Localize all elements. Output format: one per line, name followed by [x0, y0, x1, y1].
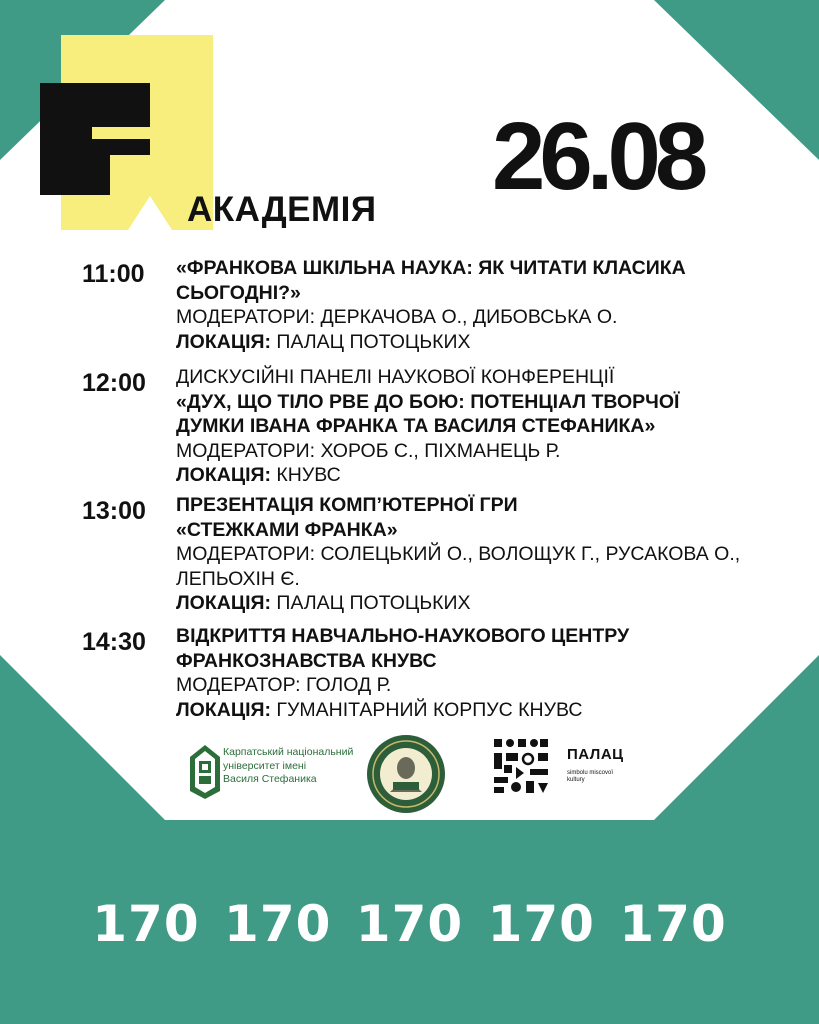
event-moderators: ЛЕПЬОХІН Є.	[176, 567, 300, 590]
event-moderators: МОДЕРАТОРИ: СОЛЕЦЬКИЙ О., ВОЛОЩУК Г., РУСАКОВА О.,	[176, 543, 741, 565]
event-body	[176, 493, 806, 616]
event-date: 26.08	[492, 103, 703, 210]
event-moderators: МОДЕРАТОРИ: ХОРОБ С., ПІХМАНЕЦЬ Р.	[176, 439, 561, 462]
event-location	[176, 463, 806, 488]
franko-center-seal-icon	[366, 734, 446, 814]
palace-subtitle: simbolu miscovoï kultury	[567, 770, 614, 783]
university-logo-icon	[190, 745, 220, 799]
academy-title: АКАДЕМІЯ	[187, 190, 377, 229]
event-time: 13:00	[82, 497, 146, 525]
event-title: «ДУХ, ЩО ТІЛО РВЕ ДО БОЮ: ПОТЕНЦІАЛ ТВОРЧОЇ	[176, 390, 680, 413]
event-title: СЬОГОДНІ?»	[176, 281, 301, 304]
event-title: ПРЕЗЕНТАЦІЯ КОМП’ЮТЕРНОЇ ГРИ	[176, 494, 518, 516]
event-title: «ФРАНКОВА ШКІЛЬНА НАУКА: ЯК ЧИТАТИ КЛАСИКА	[176, 257, 686, 279]
event-moderators: МОДЕРАТОР: ГОЛОД Р.	[176, 674, 392, 696]
event-time: 14:30	[82, 628, 146, 656]
university-name-line: Василя Стефаника	[223, 773, 317, 785]
event-title: ФРАНКОЗНАВСТВА КНУВС	[176, 649, 437, 672]
partner-logos	[0, 730, 819, 810]
location-value: ГУМАНІТАРНИЙ КОРПУС КНУВС	[271, 698, 583, 721]
university-name	[223, 746, 353, 787]
location-label: ЛОКАЦІЯ:	[176, 330, 272, 353]
university-name-line: університет імені	[223, 759, 307, 772]
event-location	[176, 330, 806, 355]
event-time: 11:00	[82, 260, 145, 288]
location-value: КНУВС	[271, 464, 341, 486]
franko-f-logo-icon	[40, 83, 152, 197]
location-label: ЛОКАЦІЯ:	[176, 698, 272, 721]
event-location	[176, 591, 806, 616]
event-title: «СТЕЖКАМИ ФРАНКА»	[176, 518, 398, 541]
event-body	[176, 624, 806, 722]
event-moderators: МОДЕРАТОРИ: ДЕРКАЧОВА О., ДИБОВСЬКА О.	[176, 306, 618, 328]
event-title: ВІДКРИТТЯ НАВЧАЛЬНО-НАУКОВОГО ЦЕНТРУ	[176, 625, 630, 647]
event-body	[176, 256, 806, 354]
footer-anniversary-numbers: 170 170 170 170 170	[92, 895, 727, 953]
event-location	[176, 698, 806, 723]
palace-logo-icon	[494, 739, 548, 793]
location-value: ПАЛАЦ ПОТОЦЬКИХ	[271, 592, 471, 614]
location-label: ЛОКАЦІЯ:	[176, 464, 272, 486]
palace-name: ПАЛАЦ	[567, 746, 624, 763]
university-name-line: Карпатський національний	[223, 746, 354, 758]
event-body	[176, 365, 806, 488]
location-label: ЛОКАЦІЯ:	[176, 592, 272, 614]
event-time: 12:00	[82, 369, 146, 397]
event-subtitle: ДИСКУСІЙНІ ПАНЕЛІ НАУКОВОЇ КОНФЕРЕНЦІЇ	[176, 366, 615, 388]
event-title: ДУМКИ ІВАНА ФРАНКА ТА ВАСИЛЯ СТЕФАНИКА»	[176, 415, 656, 437]
location-value: ПАЛАЦ ПОТОЦЬКИХ	[271, 330, 471, 353]
